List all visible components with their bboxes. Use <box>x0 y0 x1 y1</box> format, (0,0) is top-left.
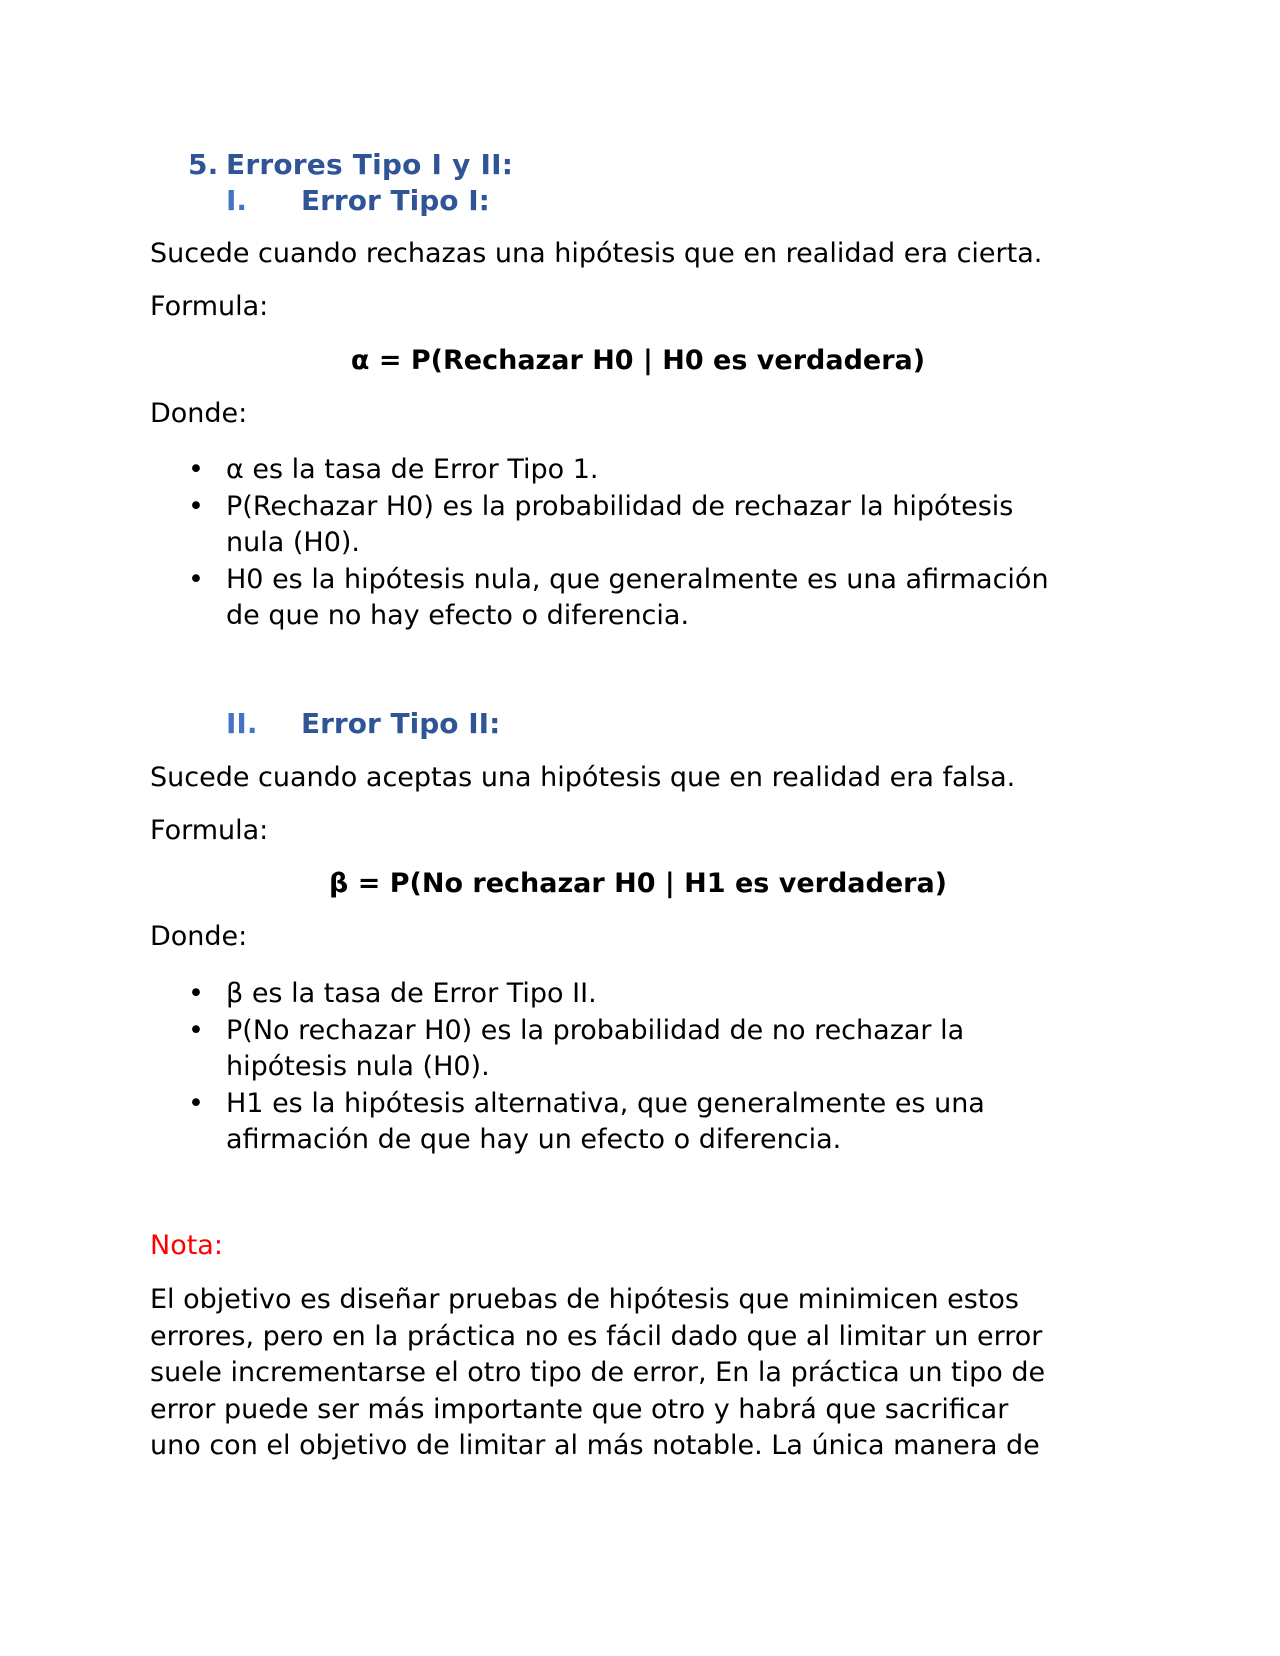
error2-formula: β = P(No rechazar H0 | H1 es verdadera) <box>328 868 948 899</box>
roman-numeral: II. <box>226 707 258 740</box>
list-item-line: nula (H0). <box>226 527 360 558</box>
bullet-icon: • <box>188 454 204 485</box>
bullet-icon: • <box>188 1014 204 1046</box>
paragraph-line: errores, pero en la práctica no es fácil dado que al limitar un error <box>150 1320 1043 1352</box>
error2-donde-label: Donde: <box>150 921 248 952</box>
list-item-line: H0 es la hipótesis nula, que generalmente es una afirmación <box>226 563 1049 595</box>
list-item <box>150 489 1049 562</box>
list-item-line: de que no hay efecto o diferencia. <box>226 600 690 631</box>
list-item-line: P(No rechazar H0) es la probabilidad de no rechazar la <box>226 1014 965 1046</box>
section-heading <box>188 148 513 181</box>
list-item <box>150 562 1049 635</box>
paragraph-line: uno con el objetivo de limitar al más notable. La única manera de <box>150 1430 1040 1461</box>
list-item-line: P(Rechazar H0) es la probabilidad de rechazar la hipótesis <box>226 490 1014 522</box>
bullet-icon: • <box>188 1087 204 1119</box>
roman-numeral: I. <box>226 184 248 217</box>
nota-paragraph <box>150 1282 1045 1465</box>
bullet-icon: • <box>188 978 204 1009</box>
error2-description: Sucede cuando aceptas una hipótesis que en realidad era falsa. <box>150 762 1016 793</box>
subheading-error-tipo-2 <box>226 707 500 740</box>
subheading-title: Error Tipo II: <box>301 707 501 740</box>
error1-description: Sucede cuando rechazas una hipótesis que en realidad era cierta. <box>150 238 1043 269</box>
paragraph-line: suele incrementarse el otro tipo de error, En la práctica un tipo de <box>150 1357 1046 1388</box>
bullet-icon: • <box>188 490 204 522</box>
section-title: Errores Tipo I y II: <box>226 148 514 181</box>
list-item-line: α es la tasa de Error Tipo 1. <box>226 454 599 485</box>
error2-bullet-list <box>150 976 985 1159</box>
section-number: 5. <box>188 148 219 181</box>
bullet-icon: • <box>188 563 204 595</box>
list-item <box>150 1086 985 1159</box>
list-item <box>150 976 985 1013</box>
error1-donde-label: Donde: <box>150 398 248 429</box>
list-item-line: H1 es la hipótesis alternativa, que generalmente es una <box>226 1087 985 1119</box>
error1-bullet-list <box>150 452 1049 635</box>
error1-formula: α = P(Rechazar H0 | H0 es verdadera) <box>350 345 926 376</box>
paragraph-line: El objetivo es diseñar pruebas de hipótesis que minimicen estos <box>150 1284 1019 1315</box>
subheading-error-tipo-1 <box>226 184 490 217</box>
error1-formula-label: Formula: <box>150 291 269 322</box>
list-item-line: afirmación de que hay un efecto o diferencia. <box>226 1124 842 1155</box>
list-item-line: hipótesis nula (H0). <box>226 1051 490 1082</box>
error2-formula-label: Formula: <box>150 815 269 846</box>
list-item-line: β es la tasa de Error Tipo II. <box>226 978 597 1009</box>
nota-label: Nota: <box>150 1230 223 1261</box>
list-item <box>150 452 1049 489</box>
list-item <box>150 1013 985 1086</box>
subheading-title: Error Tipo I: <box>301 184 490 217</box>
paragraph-line: error puede ser más importante que otro y habrá que sacrificar <box>150 1393 1009 1425</box>
